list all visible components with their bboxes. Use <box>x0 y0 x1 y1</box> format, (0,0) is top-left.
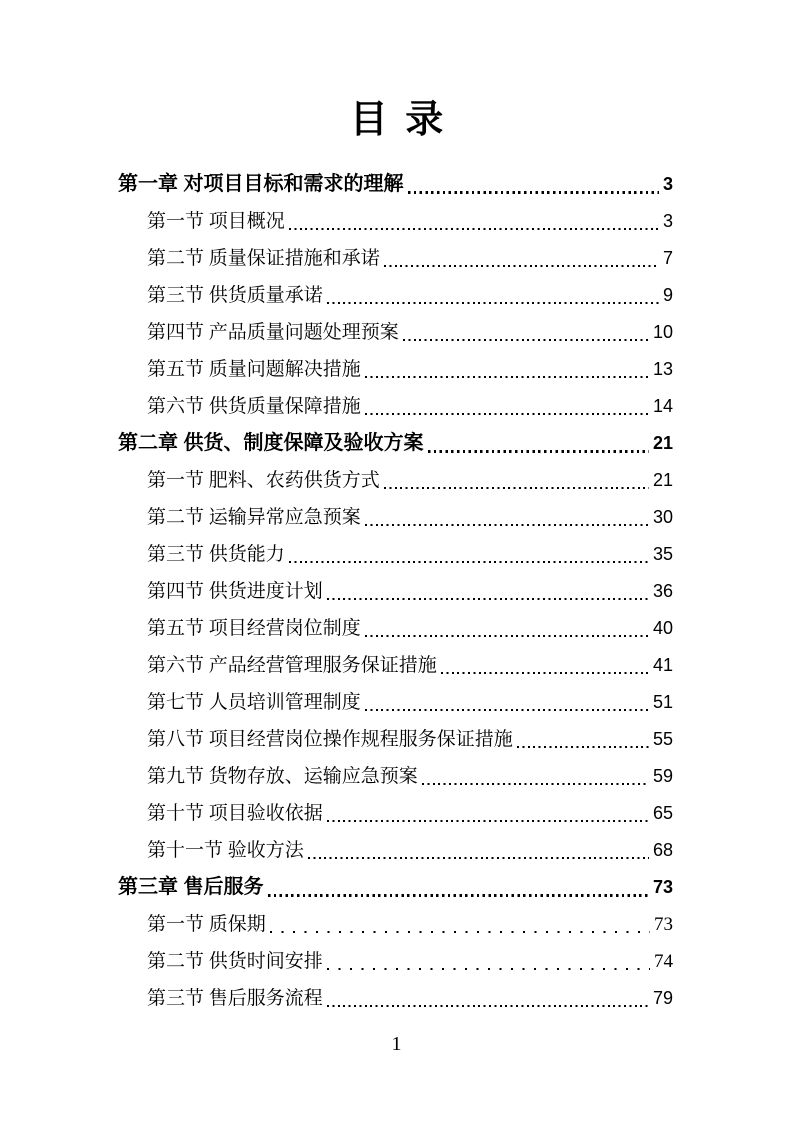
dot-leader <box>403 339 649 341</box>
toc-entry-20[interactable] <box>118 869 673 906</box>
toc-entry-label: 第八节 项目经营岗位操作规程服务保证措施 <box>147 729 513 750</box>
toc-entry-22[interactable] <box>118 943 673 980</box>
toc-entry-5[interactable] <box>118 314 673 351</box>
dot-leader <box>408 191 659 194</box>
toc-entry-page: 74 <box>654 951 673 972</box>
dot-leader <box>270 931 650 933</box>
toc-entry-label: 第一节 质保期 <box>147 914 266 935</box>
toc-entry-label: 第十节 项目验收依据 <box>147 803 323 824</box>
toc-entry-4[interactable] <box>118 277 673 314</box>
toc-list <box>118 166 673 1017</box>
toc-entry-page: 51 <box>652 692 673 712</box>
toc-entry-1[interactable] <box>118 166 673 203</box>
toc-entry-page: 21 <box>652 470 673 490</box>
toc-entry-label: 第七节 人员培训管理制度 <box>147 692 361 713</box>
toc-entry-page: 59 <box>652 766 673 786</box>
toc-entry-label: 第十一节 验收方法 <box>147 840 304 861</box>
toc-entry-page: 21 <box>652 433 673 453</box>
dot-leader <box>327 302 659 304</box>
dot-leader <box>365 524 649 526</box>
toc-entry-13[interactable] <box>118 610 673 647</box>
toc-entry-19[interactable] <box>118 832 673 869</box>
toc-entry-18[interactable] <box>118 795 673 832</box>
toc-entry-label: 第四节 产品质量问题处理预案 <box>147 322 399 343</box>
toc-entry-label: 第三章 售后服务 <box>118 876 264 898</box>
dot-leader <box>268 894 649 897</box>
toc-entry-page: 36 <box>652 581 673 601</box>
toc-entry-14[interactable] <box>118 647 673 684</box>
toc-entry-11[interactable] <box>118 536 673 573</box>
toc-entry-label: 第二节 供货时间安排 <box>147 951 323 972</box>
toc-entry-page: 79 <box>652 988 673 1008</box>
dot-leader <box>308 857 649 859</box>
dot-leader <box>327 1005 649 1007</box>
dot-leader <box>365 709 649 711</box>
dot-leader <box>289 228 659 230</box>
toc-entry-label: 第五节 项目经营岗位制度 <box>147 618 361 639</box>
toc-entry-page: 73 <box>652 877 673 897</box>
toc-entry-page: 3 <box>662 174 673 194</box>
footer-page-number: 1 <box>391 1033 402 1055</box>
toc-entry-label: 第六节 产品经营管理服务保证措施 <box>147 655 437 676</box>
toc-entry-page: 9 <box>662 285 673 305</box>
dot-leader <box>428 450 649 453</box>
toc-entry-9[interactable] <box>118 462 673 499</box>
toc-entry-2[interactable] <box>118 203 673 240</box>
toc-entry-label: 第一节 肥料、农药供货方式 <box>147 470 380 491</box>
dot-leader <box>327 968 650 970</box>
toc-entry-label: 第二节 运输异常应急预案 <box>147 507 361 528</box>
toc-entry-page: 14 <box>652 396 673 416</box>
toc-entry-label: 第一章 对项目目标和需求的理解 <box>118 173 404 195</box>
dot-leader <box>365 376 649 378</box>
toc-entry-page: 73 <box>654 914 673 935</box>
toc-entry-label: 第九节 货物存放、运输应急预案 <box>147 766 418 787</box>
toc-entry-label: 第四节 供货进度计划 <box>147 581 323 602</box>
toc-entry-12[interactable] <box>118 573 673 610</box>
toc-entry-label: 第三节 供货能力 <box>147 544 285 565</box>
dot-leader <box>384 265 659 267</box>
toc-entry-label: 第三节 供货质量承诺 <box>147 285 323 306</box>
toc-entry-page: 7 <box>662 248 673 268</box>
dot-leader <box>384 487 649 489</box>
toc-entry-label: 第二节 质量保证措施和承诺 <box>147 248 380 269</box>
toc-entry-7[interactable] <box>118 388 673 425</box>
dot-leader <box>289 561 649 563</box>
toc-entry-page: 40 <box>652 618 673 638</box>
toc-entry-23[interactable] <box>118 980 673 1017</box>
dot-leader <box>517 746 649 748</box>
toc-entry-page: 68 <box>652 840 673 860</box>
page-title: 目 录 <box>349 99 444 141</box>
toc-entry-page: 30 <box>652 507 673 527</box>
toc-entry-page: 3 <box>662 211 673 231</box>
toc-entry-page: 41 <box>652 655 673 675</box>
toc-entry-16[interactable] <box>118 721 673 758</box>
toc-entry-15[interactable] <box>118 684 673 721</box>
toc-entry-21[interactable] <box>118 906 673 943</box>
dot-leader <box>365 635 649 637</box>
toc-entry-page: 35 <box>652 544 673 564</box>
toc-entry-8[interactable] <box>118 425 673 462</box>
dot-leader <box>327 820 649 822</box>
dot-leader <box>327 598 649 600</box>
toc-entry-page: 55 <box>652 729 673 749</box>
toc-entry-label: 第六节 供货质量保障措施 <box>147 396 361 417</box>
toc-entry-page: 10 <box>652 322 673 342</box>
dot-leader <box>441 672 649 674</box>
toc-entry-label: 第五节 质量问题解决措施 <box>147 359 361 380</box>
toc-entry-17[interactable] <box>118 758 673 795</box>
toc-entry-6[interactable] <box>118 351 673 388</box>
toc-entry-label: 第二章 供货、制度保障及验收方案 <box>118 432 424 454</box>
toc-entry-3[interactable] <box>118 240 673 277</box>
dot-leader <box>422 783 649 785</box>
toc-entry-page: 65 <box>652 803 673 823</box>
toc-entry-label: 第三节 售后服务流程 <box>147 988 323 1009</box>
dot-leader <box>365 413 649 415</box>
toc-entry-label: 第一节 项目概况 <box>147 211 285 232</box>
toc-entry-page: 13 <box>652 359 673 379</box>
toc-entry-10[interactable] <box>118 499 673 536</box>
